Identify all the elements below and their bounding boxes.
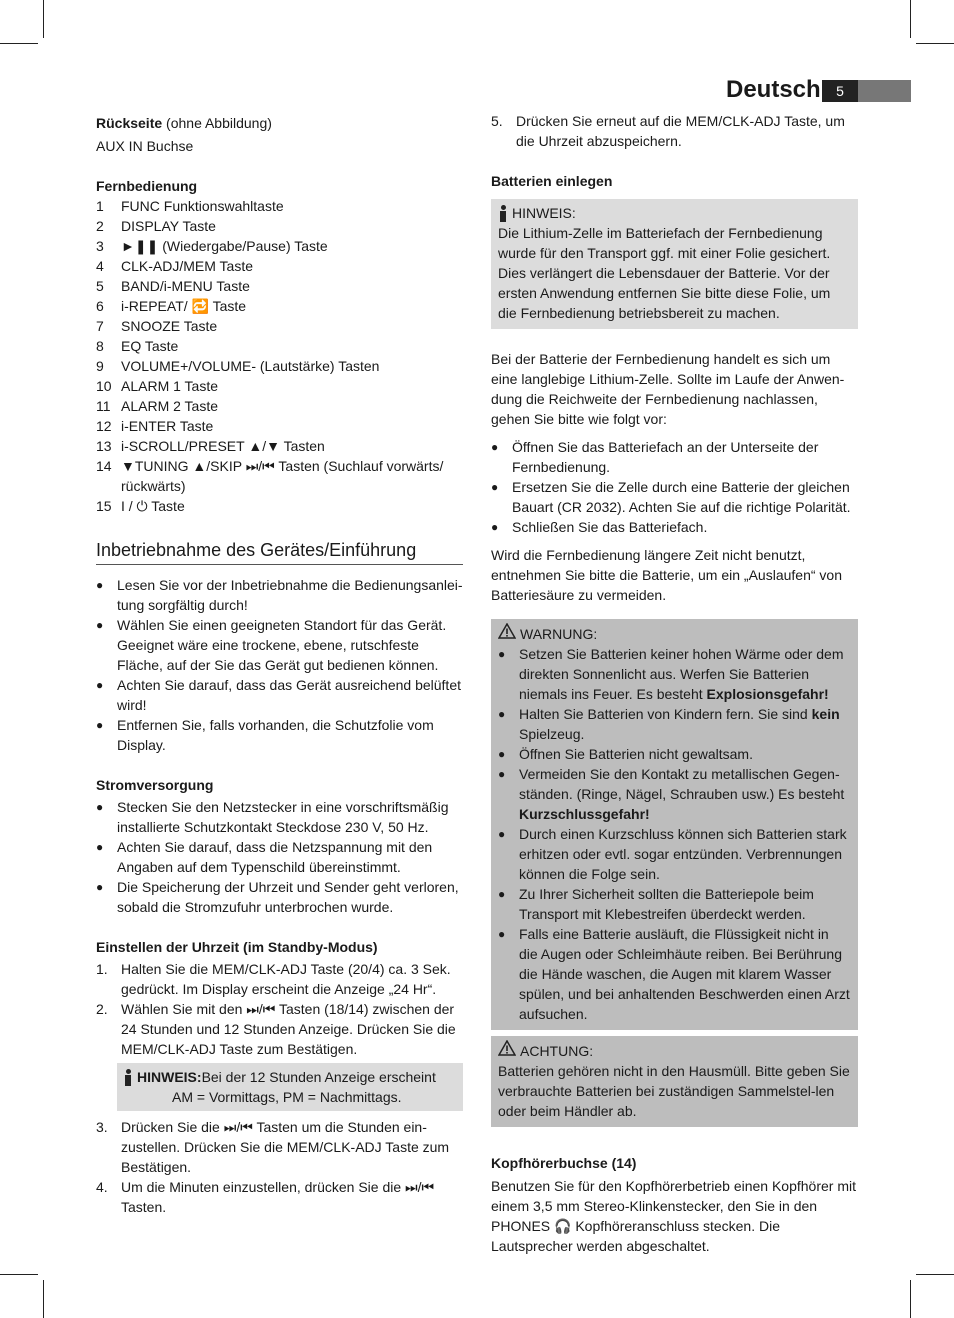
bullet-icon: ● [96,718,104,732]
crop-mark [43,1280,44,1318]
bullet-icon: ● [498,827,506,841]
bullet-icon: ● [498,927,506,941]
achtung-box [491,1036,858,1127]
intro-list [96,575,463,755]
batt-list [491,437,858,537]
list-item: 12 i-ENTER Taste [96,418,214,434]
uhr-steps-continued [96,1117,463,1217]
crop-mark [43,0,44,38]
bullet-icon: ● [491,440,499,454]
warning-icon [498,623,516,644]
list-item: 9 VOLUME+/VOLUME- (Lautstärke) Tasten [96,358,380,374]
bullet-icon: ● [498,767,506,781]
list-item: 4 CLK-ADJ/MEM Taste [96,258,253,274]
bullet-icon: ● [96,618,104,632]
fernbedienung-title: Fernbedienung [96,178,198,194]
bullet-icon: ● [498,707,506,721]
hinweis-label: HINWEIS: [137,1069,202,1085]
list-item: ● Lesen Sie vor der Inbetriebnahme die Bedienungsanlei-tung sorgfältig durch! [96,577,463,613]
uhr-steps [96,959,463,1059]
warning-icon [498,1040,516,1061]
list-item: ● Zu Ihrer Sicherheit sollten die Batteriepole beim Transport mit Klebestreifen überdeckt werden. [498,886,814,922]
list-item: 1. Halten Sie die MEM/CLK-ADJ Taste (20/4) ca. 3 Sek. gedrückt. Im Display erscheint die Anzeige „24 Hr“. [96,961,451,997]
batt-paragraph: Bei der Batterie der Fernbedienung handelt es sich um eine langlebige Lithium-Zelle. Sollte im Laufe der Anwen-dung die Reichweite der Fernbedienung nachlassen, gehen Sie bitte wie folgt vor: [491,351,845,427]
right-column [491,111,858,1256]
list-item: ● Schließen Sie das Batteriefach. [491,519,708,535]
bullet-icon: ● [498,647,506,661]
list-item: 8 EQ Taste [96,338,179,354]
bullet-icon: ● [498,747,506,761]
warnung-label: WARNUNG: [520,625,598,642]
list-item: 3. Drücken Sie die ⏭/⏮ Tasten um die Stunden ein-zustellen. Drücken Sie die MEM/CLK-ADJ Taste zum Bestätigen. [96,1119,450,1175]
batt-title: Batterien einlegen [491,173,613,189]
list-item: ● Wählen Sie einen geeigneten Standort für das Gerät. Geeignet wäre eine trockene, ebene, rutschfeste Fläche, auf der Sie das Gerät gut bedienen können. [96,617,447,673]
page-number: 5 [822,80,858,102]
bullet-icon: ● [491,520,499,534]
list-item: ● Stecken Sie den Netzstecker in eine vorschriftsmäßig installierte Schutzkontakt Steckdose 230 V, 50 Hz. [96,799,449,835]
warnung-box [491,619,858,1030]
hinweis-text: Die Lithium-Zelle im Batteriefach der Fernbedienung wurde für den Transport ggf. mit einer Folie gesichert. Dies verlängert die Lebensdauer der Batterie. Vor der ersten Anwendung entfernen Sie bitte diese Folie, um die Fernbedienung betriebsbereit zu machen. [498,225,831,321]
warn-list [498,644,851,1024]
bullet-icon: ● [96,880,104,894]
hinweis-box [117,1063,463,1111]
hinweis-box-batt [491,199,858,329]
page-language: Deutsch [726,76,821,103]
list-item: ● Die Speicherung der Uhrzeit und Sender geht verloren, sobald die Stromzufuhr unterbrochen wurde. [96,879,459,915]
achtung-label: ACHTUNG: [520,1042,594,1059]
list-item: 5 BAND/i-MENU Taste [96,278,250,294]
list-item: 2 DISPLAY Taste [96,218,216,234]
section-title: Inbetriebnahme des Gerätes/Einführung [96,538,463,565]
list-item: 13 i-SCROLL/PRESET ▲/▼ Tasten [96,438,325,454]
crop-mark [0,1274,38,1275]
bullet-icon: ● [96,840,104,854]
left-column [96,111,463,1217]
list-item: 1 FUNC Funktionswahltaste [96,198,284,214]
list-item: ● Entfernen Sie, falls vorhanden, die Schutzfolie vom Display. [96,717,434,753]
bullet-icon: ● [96,678,104,692]
info-icon [123,1069,133,1086]
list-item: 5. Drücken Sie erneut auf die MEM/CLK-ADJ Taste, um die Uhrzeit abzuspeichern. [491,113,845,149]
info-icon [498,205,508,222]
list-item: ● Ersetzen Sie die Zelle durch eine Batterie der gleichen Bauart (CR 2032). Achten Sie auf die richtige Polarität. [491,479,851,515]
bullet-icon: ● [491,480,499,494]
bullet-icon: ● [96,800,104,814]
step-5 [491,111,858,151]
rueckseite-line [96,113,463,133]
kopf-text: Benutzen Sie für den Kopfhörerbetrieb einen Kopfhörer mit einem 3,5 mm Stereo-Klinkenstecker, den Sie in den PHONES 🎧 Kopfhöreranschluss stecken. Die Lautsprecher werden abgeschaltet. [491,1178,857,1254]
strom-title: Stromversorgung [96,777,214,793]
list-item: 3 ►❚❚ (Wiedergabe/Pause) Taste [96,238,328,254]
achtung-text: Batterien gehören nicht in den Hausmüll. Bitte geben Sie verbrauchte Batterien bei zuständigen Sammelstel-len oder beim Händler ab. [498,1063,850,1119]
list-item: 14 ▼TUNING ▲/SKIP ⏭/⏮ Tasten (Suchlauf vorwärts/ rückwärts) [96,458,444,494]
bullet-icon: ● [498,887,506,901]
list-item: 4. Um die Minuten einzustellen, drücken Sie die ⏭/⏮ Tasten. [96,1179,435,1215]
hinweis-text-2: AM = Vormittags, PM = Nachmittags. [172,1089,402,1105]
list-item: ● Achten Sie darauf, dass die Netzspannung mit den Angaben auf dem Typenschild übereinstimmt. [96,839,433,875]
crop-mark [0,43,38,44]
crop-mark [916,43,954,44]
list-item: ● Halten Sie Batterien von Kindern fern. Sie sind kein Spielzeug. [498,706,840,742]
list-item: ● Öffnen Sie Batterien nicht gewaltsam. [498,746,753,762]
aux-in: AUX IN Buchse [96,138,194,154]
remote-list [96,196,463,516]
hinweis-label: HINWEIS: [512,205,576,221]
list-item: ● Öffnen Sie das Batteriefach an der Unterseite der Fernbedienung. [491,439,819,475]
rueckseite-label: Rückseite [96,115,163,131]
list-item: ● Achten Sie darauf, dass das Gerät ausreichend belüftet wird! [96,677,461,713]
kopf-title: Kopfhörerbuchse (14) [491,1155,637,1171]
list-item: 7 SNOOZE Taste [96,318,218,334]
uhr-title: Einstellen der Uhrzeit (im Standby-Modus) [96,939,378,955]
strom-list [96,797,463,917]
list-item: 6 i-REPEAT/ 🔁 Taste [96,298,247,314]
crop-mark [916,1274,954,1275]
hinweis-text: Bei der 12 Stunden Anzeige erscheint [201,1069,436,1085]
rueckseite-note: (ohne Abbildung) [162,115,272,131]
list-item: 15 I / ⏻ Taste [96,498,185,514]
list-item: ● Falls eine Batterie ausläuft, die Flüssigkeit nicht in die Augen oder Schleimhäute reiben. Bei Berührung die Hände waschen, die Augen mit klarem Wasser spülen, und bei anhaltenden Beschwerden einen Arzt aufsuchen. [498,926,850,1022]
list-item: ● Setzen Sie Batterien keiner hohen Wärme oder dem direkten Sonnenlicht aus. Werfen Sie Batterien niemals ins Feuer. Es besteht Explosionsgefahr! [498,646,844,702]
crop-mark [910,1280,911,1318]
list-item: 2. Wählen Sie mit den ⏭/⏮ Tasten (18/14) zwischen der 24 Stunden und 12 Stunden Anzeige. Drücken Sie die MEM/CLK-ADJ Taste zum Bestätigen. [96,1001,456,1057]
list-item: ● Vermeiden Sie den Kontakt zu metallischen Gegen-ständen. (Ringe, Nägel, Schrauben usw.) Es besteht Kurzschlussgefahr! [498,766,845,822]
list-item: 10 ALARM 1 Taste [96,378,219,394]
list-item: 11 ALARM 2 Taste [96,398,219,414]
crop-mark [910,0,911,38]
list-item: ● Durch einen Kurzschluss können sich Batterien stark erhitzen oder evtl. sogar entzünden. Verbrennungen können die Folge sein. [498,826,847,882]
batt-paragraph-2: Wird die Fernbedienung längere Zeit nicht benutzt, entnehmen Sie bitte die Batterie, um ein „Auslaufen“ von Batteriesäure zu vermeiden. [491,547,842,603]
bullet-icon: ● [96,578,104,592]
